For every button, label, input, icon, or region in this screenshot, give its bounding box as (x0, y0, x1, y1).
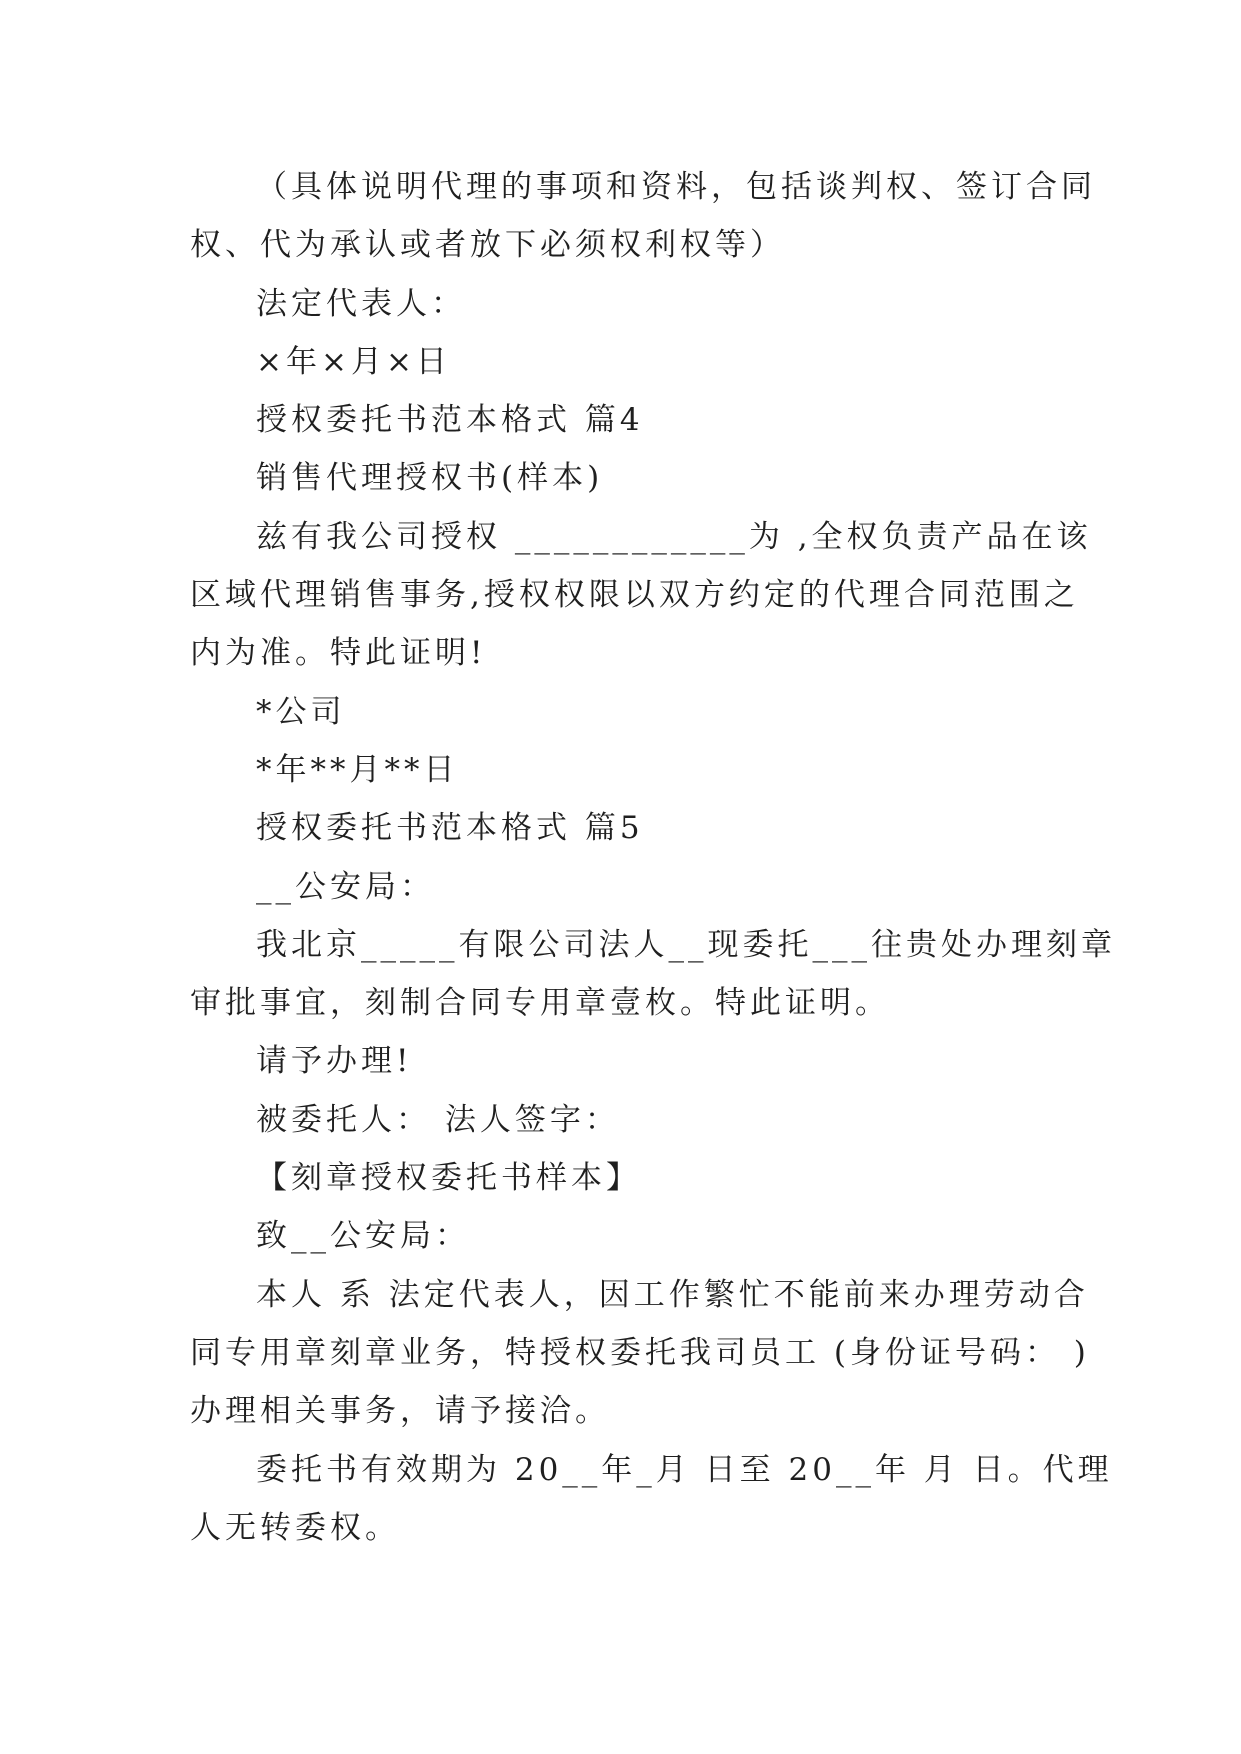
section-heading: 授权委托书范本格式 篇4 (256, 402, 644, 439)
paragraph-line: （具体说明代理的事项和资料，包括谈判权、签订合同 (256, 169, 1096, 205)
paragraph-line: 请予办理! (256, 1043, 413, 1080)
paragraph-line: 同专用章刻章业务，特授权委托我司员工 (身份证号码： ) (190, 1334, 1090, 1371)
document-title: 【刻章授权委托书样本】 (256, 1160, 641, 1197)
paragraph-line: 本人 系 法定代表人，因工作繁忙不能前来办理劳动合 (256, 1276, 1089, 1313)
addressee-line: __公安局： (256, 868, 435, 905)
signature-company: *公司 (256, 693, 346, 730)
paragraph-line: 审批事宜，刻制合同专用章壹枚。特此证明。 (190, 985, 890, 1022)
paragraph-line: 区域代理销售事务,授权权限以双方约定的代理合同范围之 (190, 577, 1079, 614)
paragraph-line: 办理相关事务，请予接洽。 (190, 1393, 610, 1430)
paragraph-line: 兹有我公司授权 ____________为 ,全权负责产品在该 (256, 518, 1092, 555)
section-heading: 授权委托书范本格式 篇5 (256, 810, 644, 847)
signature-date: *年**月**日 (256, 751, 459, 788)
paragraph-line: 我北京_____有限公司法人__现委托___往贵处办理刻章 (256, 926, 1116, 963)
paragraph-line: 委托书有效期为 20__年_月 日至 20__年 月 日。代理 (256, 1451, 1113, 1488)
paragraph-line: 法定代表人： (256, 285, 466, 322)
signature-line: 被委托人： 法人签字： (256, 1101, 620, 1138)
paragraph-line: 内为准。特此证明! (190, 635, 487, 672)
document-body (190, 158, 1116, 1557)
addressee-line: 致__公安局： (256, 1218, 470, 1255)
paragraph-line: ×年×月×日 (256, 343, 451, 380)
paragraph-line: 人无转委权。 (190, 1509, 400, 1546)
document-title: 销售代理授权书(样本) (256, 460, 604, 497)
paragraph-line: 权、代为承认或者放下必须权利权等） (190, 227, 785, 264)
